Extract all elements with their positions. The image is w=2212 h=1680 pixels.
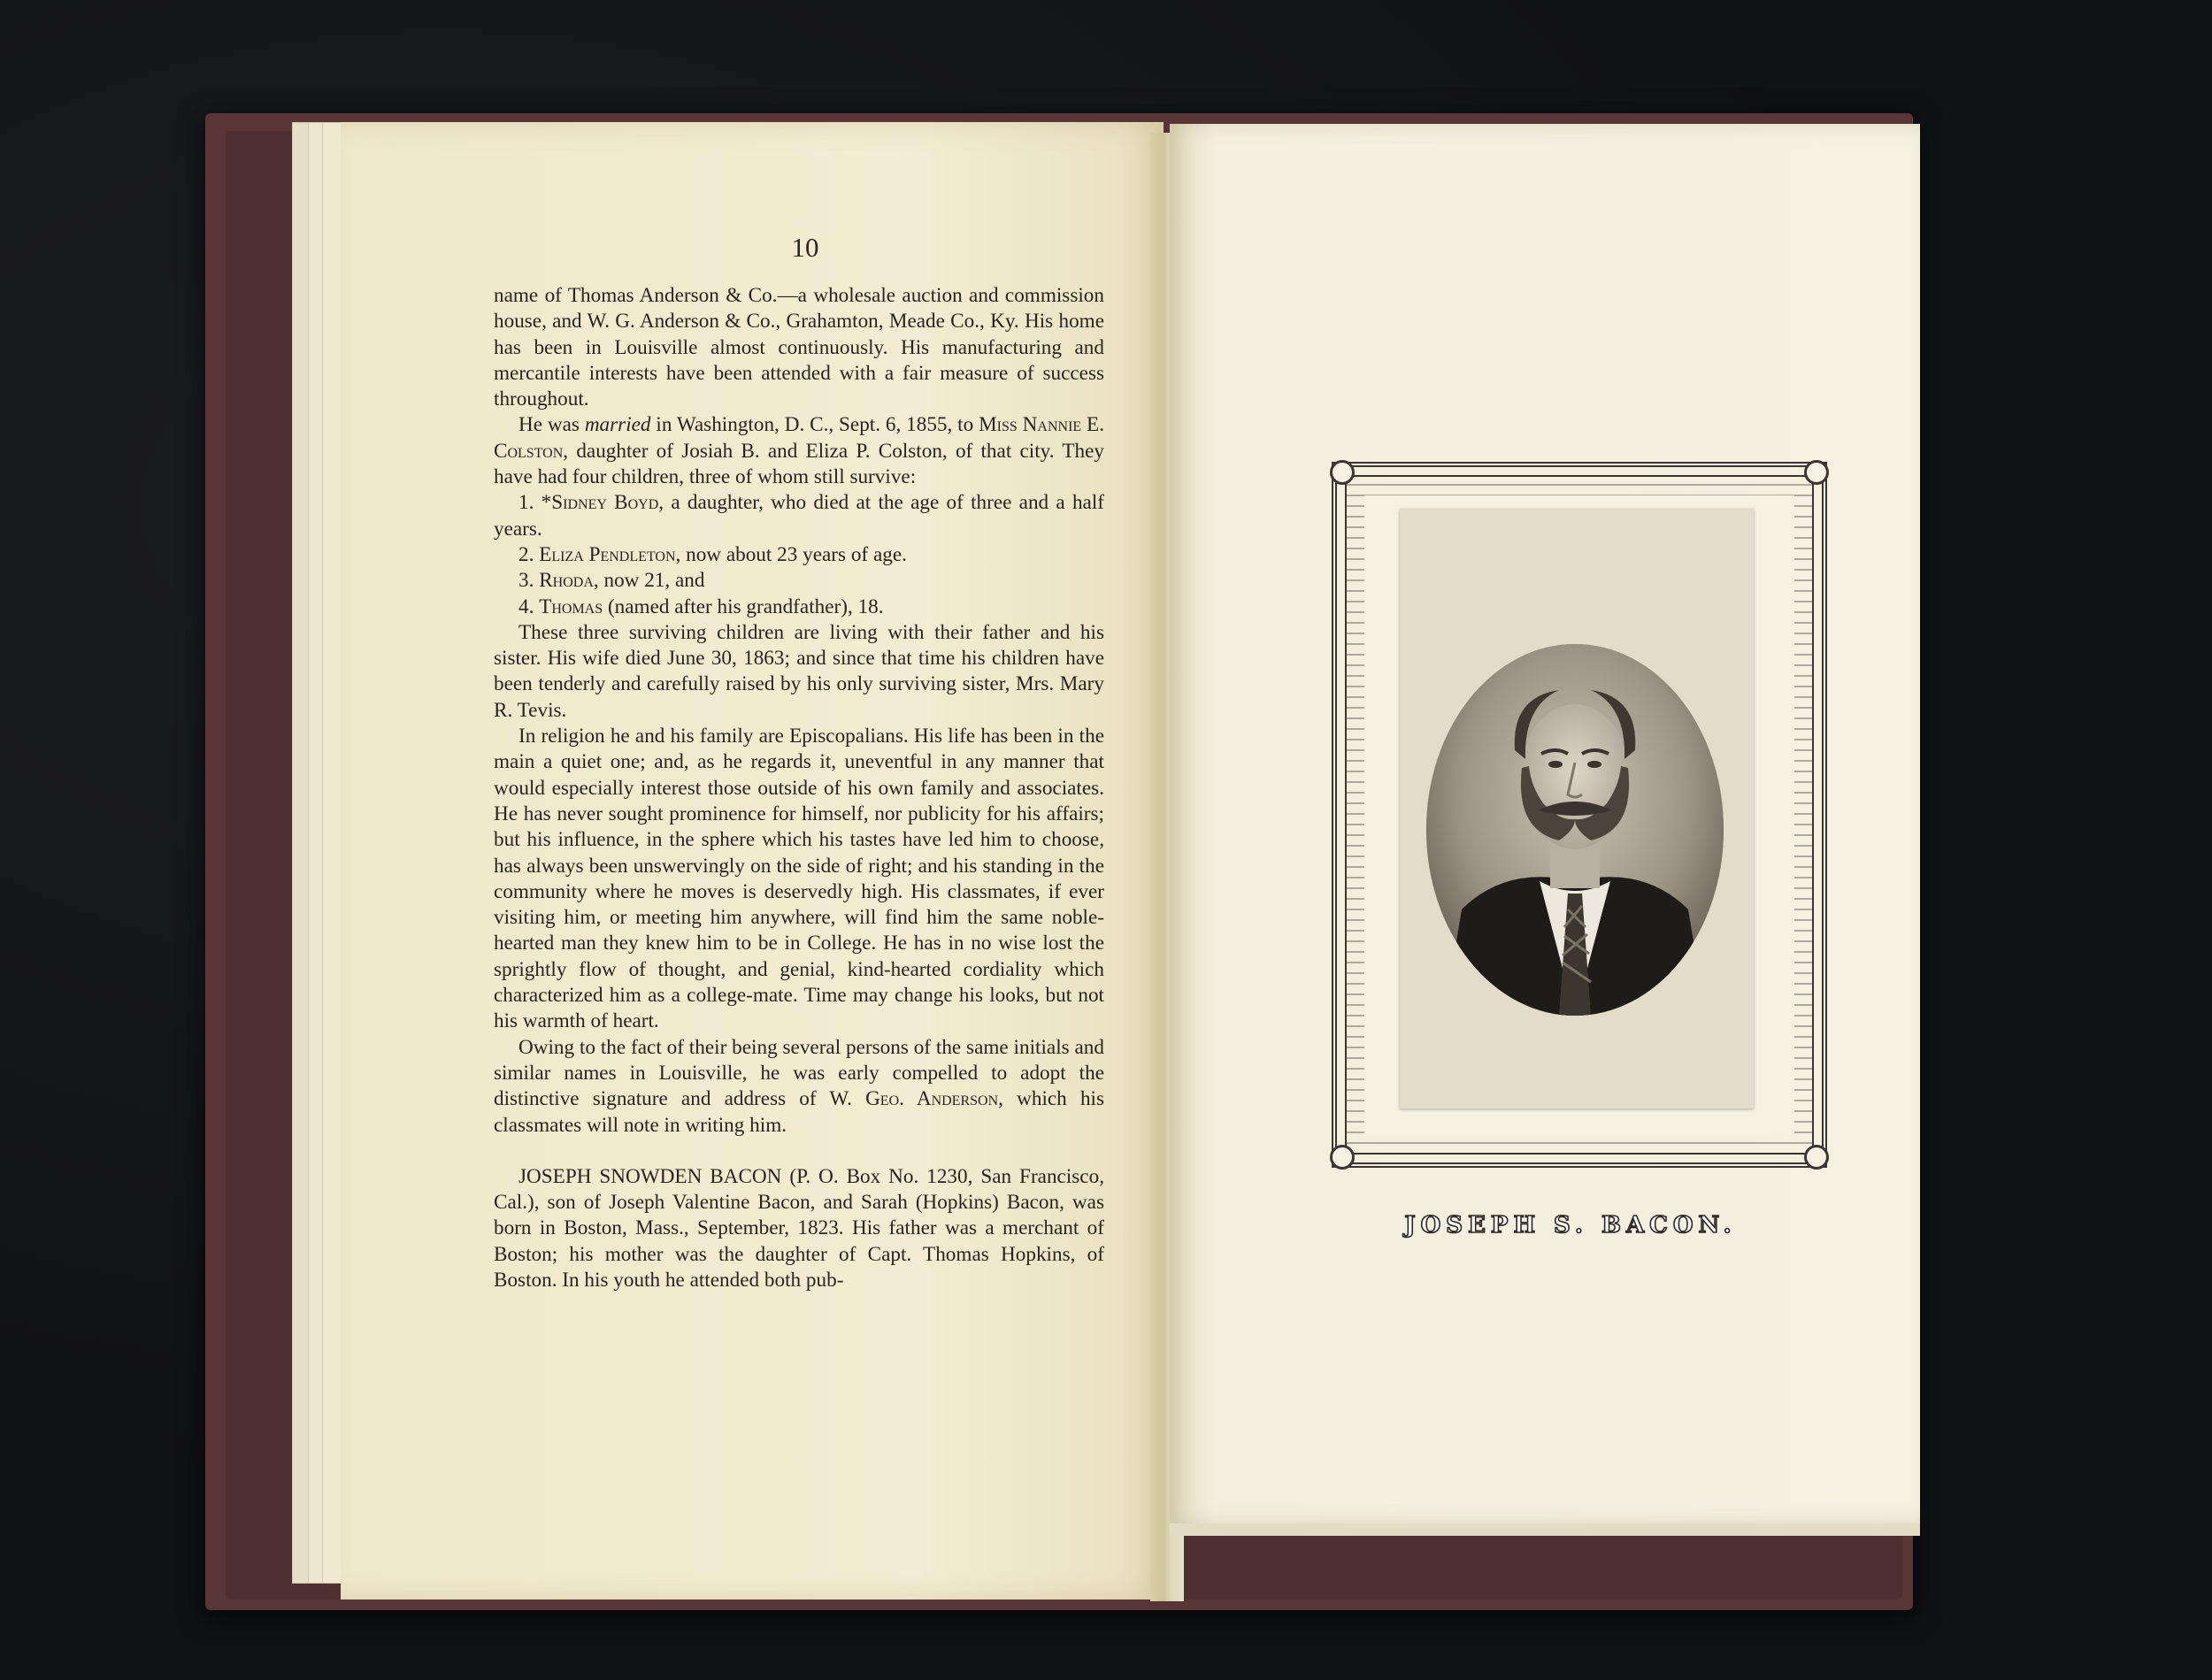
paragraph: 4. Thomas (named after his grandfather), 18. bbox=[518, 595, 884, 618]
paragraph: Owing to the fact of their being several persons of the same initials and similar names in Louisville, he was early compelled to adopt the distinctive signature and address of W. Geo. Anderson, which his classmates will note in writing him. bbox=[494, 1035, 1104, 1137]
frame-corner-ornament bbox=[1330, 1145, 1355, 1170]
paragraph-gap bbox=[494, 1139, 1104, 1164]
frame-corner-ornament bbox=[1804, 1145, 1829, 1170]
paragraph: 3. Rhoda, now 21, and bbox=[518, 569, 705, 593]
frame-corner-ornament bbox=[1804, 460, 1829, 485]
page-number: 10 bbox=[791, 232, 819, 263]
paragraph: He was married in Washington, D. C., Sept. 6, 1855, to Miss Nannie E. Colston, daughter of Josiah B. and Eliza P. Colston, of that city. They have had four children, three of whom still survive: bbox=[494, 413, 1104, 489]
paragraph: 2. Eliza Pendleton, now about 23 years of age. bbox=[518, 542, 907, 566]
portrait-photo bbox=[1426, 644, 1724, 1016]
paragraph: In religion he and his family are Episcopalians. His life has been in the main a quiet one; and, as he regards it, uneventful in any manner that would especially interest those outside of his own family and associates. He has never sought prominence for himself, nor publicity for his affairs; but his influence, in the sphere which his tastes have led him to choose, has always been unswervingly on the side of right; and his standing in the community where he moves is deservedly high. His classmates, if ever visiting him, or meeting him anywhere, will find him the same noble-hearted man they knew him to be in College. He has in no wise lost the sprightly flow of thought, and genial, kind-hearted cordiality which characterized him as a college-mate. Time may change his looks, but not his warmth of heart. bbox=[494, 725, 1104, 1033]
paragraph: These three surviving children are living with their father and his sister. His wife died June 30, 1863; and since that time his children have been tenderly and carefully raised by his only surviving sister, Mrs. Mary R. Tevis. bbox=[494, 620, 1104, 722]
portrait-illustration bbox=[1426, 644, 1724, 1016]
right-page-edge bbox=[1170, 1523, 1920, 1536]
portrait-caption: JOSEPH S. BACON. bbox=[1404, 1212, 1737, 1239]
frame-corner-ornament bbox=[1330, 460, 1355, 485]
paragraph: 1. *Sidney Boyd, a daughter, who died at the age of three and a half years. bbox=[494, 491, 1104, 541]
paragraph: JOSEPH SNOWDEN BACON (P. O. Box No. 1230, San Francisco, Cal.), son of Joseph Valentine Bacon, and Sarah (Hopkins) Bacon, was born in Boston, Mass., September, 1823. His father was a merchant of Boston; his mother was the daughter of Capt. Thomas Hopkins, of Boston. In his youth he attended both pub- bbox=[494, 1164, 1104, 1292]
body-text bbox=[494, 283, 1104, 1293]
paragraph: name of Thomas Anderson & Co.—a wholesale auction and commission house, and W. G. Anderson & Co., Grahamton, Meade Co., Ky. His home has been in Louisville almost continuously. His manufacturing and mercantile interests have been attended with a fair measure of success throughout. bbox=[494, 284, 1104, 411]
